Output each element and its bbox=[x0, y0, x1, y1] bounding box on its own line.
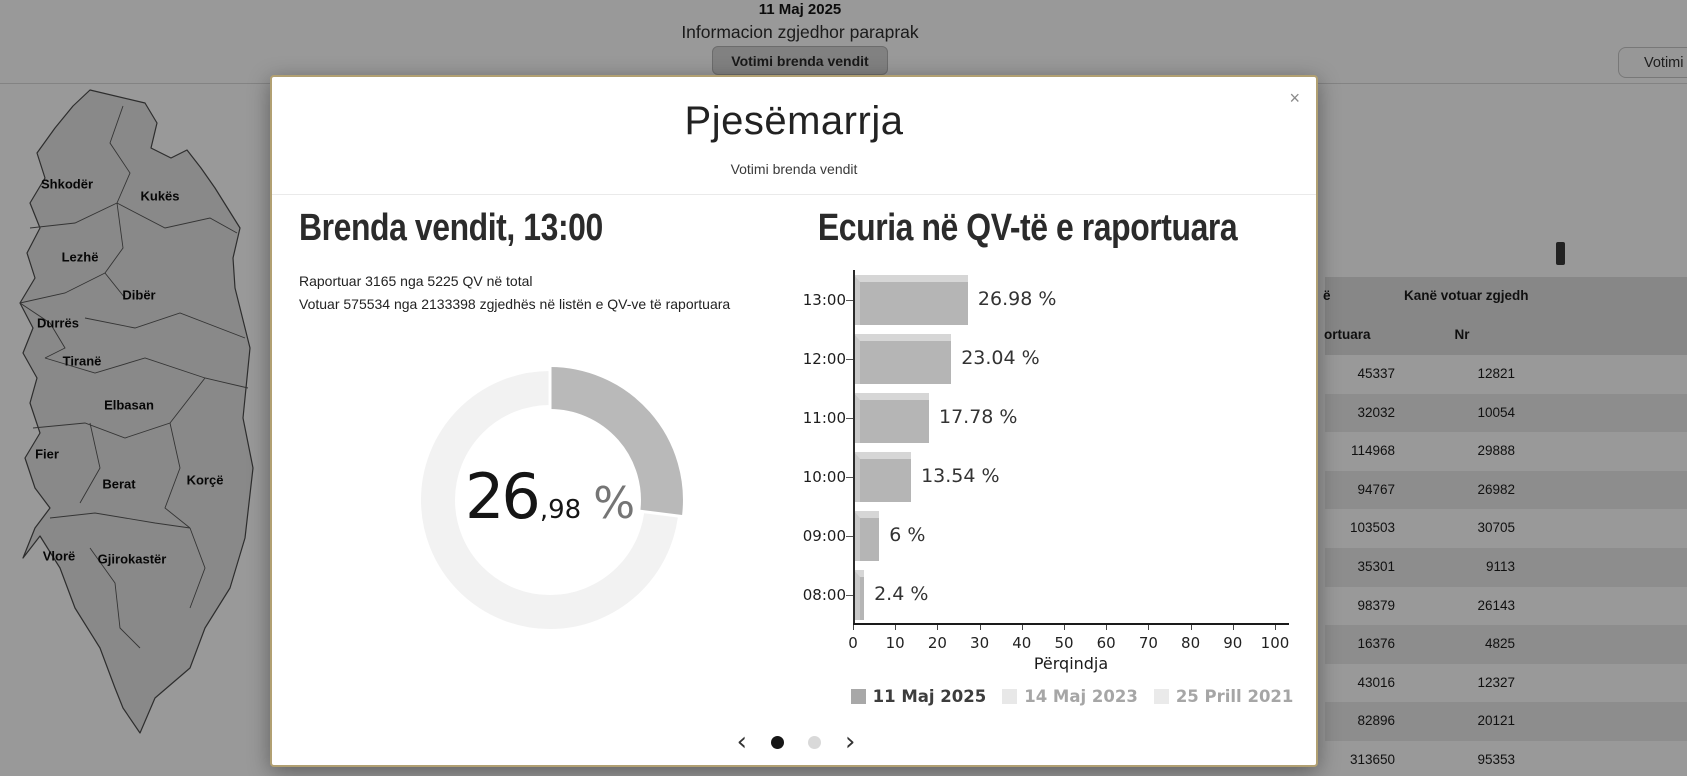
table-cell-raportuara: 32032 bbox=[1357, 404, 1395, 420]
table-cell-raportuara: 82896 bbox=[1357, 713, 1395, 729]
x-axis-tick-label: 20 bbox=[927, 634, 947, 652]
map-region-label: Korçë bbox=[186, 472, 224, 488]
x-axis-title: Përqindja bbox=[1033, 654, 1109, 673]
bar-value-label: 13.54 % bbox=[921, 465, 1000, 487]
bar bbox=[854, 393, 929, 443]
bar-row-tick bbox=[846, 536, 853, 537]
close-icon[interactable]: × bbox=[1289, 88, 1300, 108]
x-axis-tick-mark bbox=[1022, 625, 1023, 630]
table-subheader-nr: Nr bbox=[1454, 327, 1470, 342]
x-axis-tick-label: 100 bbox=[1260, 634, 1290, 652]
table-cell-nr: 20121 bbox=[1477, 713, 1515, 729]
bar-value-label: 17.78 % bbox=[939, 406, 1018, 428]
x-axis-tick-label: 10 bbox=[885, 634, 905, 652]
table-cell-raportuara: 313650 bbox=[1349, 752, 1395, 767]
map-region-label: Shkodër bbox=[40, 176, 94, 192]
legend-swatch bbox=[1154, 689, 1169, 704]
map-region-label: Tiranë bbox=[62, 353, 102, 369]
page-date: 11 Maj 2025 bbox=[758, 1, 842, 18]
x-axis-tick-mark bbox=[1275, 625, 1276, 630]
x-axis-tick-label: 0 bbox=[848, 634, 858, 652]
table-cell-nr: 30705 bbox=[1477, 520, 1515, 536]
table-cell-raportuara: 43016 bbox=[1357, 674, 1395, 690]
bar-row-label: 09:00 bbox=[802, 527, 846, 545]
x-axis-tick-mark bbox=[1191, 625, 1192, 630]
chart-legend bbox=[854, 687, 1294, 706]
voted-line: Votuar 575534 nga 2133398 zgjedhës në listën e QV-ve të raportuara bbox=[299, 296, 731, 312]
donut-percent-sign: % bbox=[593, 478, 636, 529]
map-region-label: Vlorë bbox=[42, 548, 76, 564]
bar-row-tick bbox=[846, 359, 853, 360]
donut-section-heading-text: Brenda vendit, 13:00 bbox=[299, 207, 603, 249]
table-cell-nr: 95353 bbox=[1477, 752, 1515, 767]
x-axis-tick-mark bbox=[1233, 625, 1234, 630]
table-cell-raportuara: 114968 bbox=[1350, 443, 1395, 459]
x-axis-tick-mark bbox=[1106, 625, 1107, 630]
table-cell-raportuara: 98379 bbox=[1357, 597, 1395, 613]
legend-item bbox=[851, 687, 987, 706]
table-cell-raportuara: 35301 bbox=[1357, 559, 1395, 574]
bar-value-label: 23.04 % bbox=[961, 347, 1040, 369]
map-region-label: Fier bbox=[35, 446, 59, 462]
bar-value-label: 6 % bbox=[889, 524, 926, 546]
bar-section-heading-text: Ecuria në QV-të e raportuara bbox=[818, 207, 1238, 249]
carousel-dot[interactable] bbox=[808, 736, 821, 749]
bar-row-label: 11:00 bbox=[802, 409, 846, 427]
table-cell-nr: 29888 bbox=[1477, 443, 1515, 459]
x-axis-tick-label: 30 bbox=[970, 634, 990, 652]
legend-swatch bbox=[851, 689, 866, 704]
carousel bbox=[272, 727, 1320, 757]
table-cell-nr: 9113 bbox=[1485, 559, 1515, 574]
bar-row-label: 10:00 bbox=[802, 468, 846, 486]
map-region-label: Elbasan bbox=[104, 397, 154, 413]
modal-subtitle: Votimi brenda vendit bbox=[730, 161, 858, 177]
bar bbox=[854, 452, 911, 502]
carousel-dot-active[interactable] bbox=[771, 736, 784, 749]
x-axis-tick-label: 90 bbox=[1223, 634, 1243, 652]
bar-row-tick bbox=[846, 418, 853, 419]
table-cell-nr: 4825 bbox=[1484, 636, 1515, 652]
bar-row-label: 12:00 bbox=[802, 350, 846, 368]
bar-section-heading bbox=[728, 207, 1328, 250]
x-axis-tick-label: 70 bbox=[1138, 634, 1158, 652]
x-axis-tick-label: 50 bbox=[1054, 634, 1074, 652]
map-region-label: Berat bbox=[102, 476, 136, 492]
bar bbox=[854, 334, 951, 384]
table-cell-nr: 12821 bbox=[1477, 366, 1515, 381]
x-axis-tick-mark bbox=[980, 625, 981, 630]
reported-qv-line: Raportuar 3165 nga 5225 QV në total bbox=[299, 273, 533, 289]
map-region-label: Gjirokastër bbox=[97, 551, 167, 567]
tab-votimi-brenda-vendit[interactable]: Votimi brenda vendit bbox=[712, 46, 888, 75]
tab-votimi-partial[interactable]: Votimi bbox=[1618, 47, 1687, 78]
map-region-label: Lezhë bbox=[61, 249, 99, 265]
table-header-kane-votuar: Kanë votuar zgjedh bbox=[1404, 288, 1529, 303]
table-cell-raportuara: 45337 bbox=[1357, 366, 1395, 381]
donut-percent-int: 26 bbox=[464, 460, 538, 533]
x-axis-line bbox=[853, 623, 1289, 625]
bar bbox=[854, 511, 879, 561]
bar-value-label: 26.98 % bbox=[977, 288, 1057, 310]
bar bbox=[854, 570, 864, 620]
x-axis-tick-mark bbox=[895, 625, 896, 630]
x-axis-tick-label: 40 bbox=[1012, 634, 1032, 652]
table-cell-nr: 26982 bbox=[1477, 481, 1515, 497]
table-cell-raportuara: 16376 bbox=[1357, 636, 1395, 652]
donut-section-heading bbox=[299, 207, 661, 250]
legend-label: 14 Maj 2023 bbox=[1024, 687, 1138, 706]
table-cell-raportuara: 94767 bbox=[1357, 481, 1395, 497]
x-axis-tick-label: 60 bbox=[1096, 634, 1116, 652]
x-axis-tick-mark bbox=[937, 625, 938, 630]
donut-center-label bbox=[400, 460, 700, 544]
bar-row-tick bbox=[846, 300, 853, 301]
legend-item bbox=[1002, 687, 1138, 706]
x-axis-tick-mark bbox=[1064, 625, 1065, 630]
modal-title: Pjesëmarrja bbox=[684, 99, 904, 143]
bar-row-label: 13:00 bbox=[802, 291, 846, 309]
map-region-label: Durrës bbox=[37, 315, 79, 331]
y-axis-line bbox=[853, 270, 855, 623]
legend-label: 11 Maj 2025 bbox=[872, 687, 987, 706]
bar bbox=[854, 275, 968, 325]
table-cell-nr: 26143 bbox=[1477, 597, 1515, 613]
carousel-next-icon[interactable]: › bbox=[845, 727, 856, 757]
map-region-label: Dibër bbox=[122, 287, 156, 303]
bar-row-tick bbox=[846, 595, 853, 596]
table-cell-raportuara: 103503 bbox=[1349, 520, 1395, 536]
x-axis-tick-label: 80 bbox=[1181, 634, 1201, 652]
carousel-prev-icon[interactable]: ‹ bbox=[736, 727, 747, 757]
x-axis-tick-mark bbox=[1148, 625, 1149, 630]
table-cell-nr: 10054 bbox=[1477, 404, 1515, 420]
bar-row-label: 08:00 bbox=[802, 586, 846, 604]
legend-label: 25 Prill 2021 bbox=[1175, 687, 1294, 706]
table-header-fragment: ë bbox=[1323, 288, 1331, 303]
legend-item bbox=[1154, 687, 1294, 706]
participation-modal bbox=[270, 75, 1318, 767]
map-region-label: Kukës bbox=[140, 188, 180, 204]
bar-row-tick bbox=[846, 477, 853, 478]
donut-percent-dec: ,98 bbox=[539, 495, 582, 525]
x-axis-tick-mark bbox=[853, 625, 854, 630]
bar-value-label: 2.4 % bbox=[874, 583, 929, 605]
modal-divider bbox=[272, 194, 1316, 195]
table-cell-nr: 12327 bbox=[1477, 674, 1515, 690]
table-subheader-fragment: ortuara bbox=[1324, 327, 1371, 342]
legend-swatch bbox=[1002, 689, 1017, 704]
page-subtitle: Informacion zgjedhor paraprak bbox=[681, 22, 919, 42]
